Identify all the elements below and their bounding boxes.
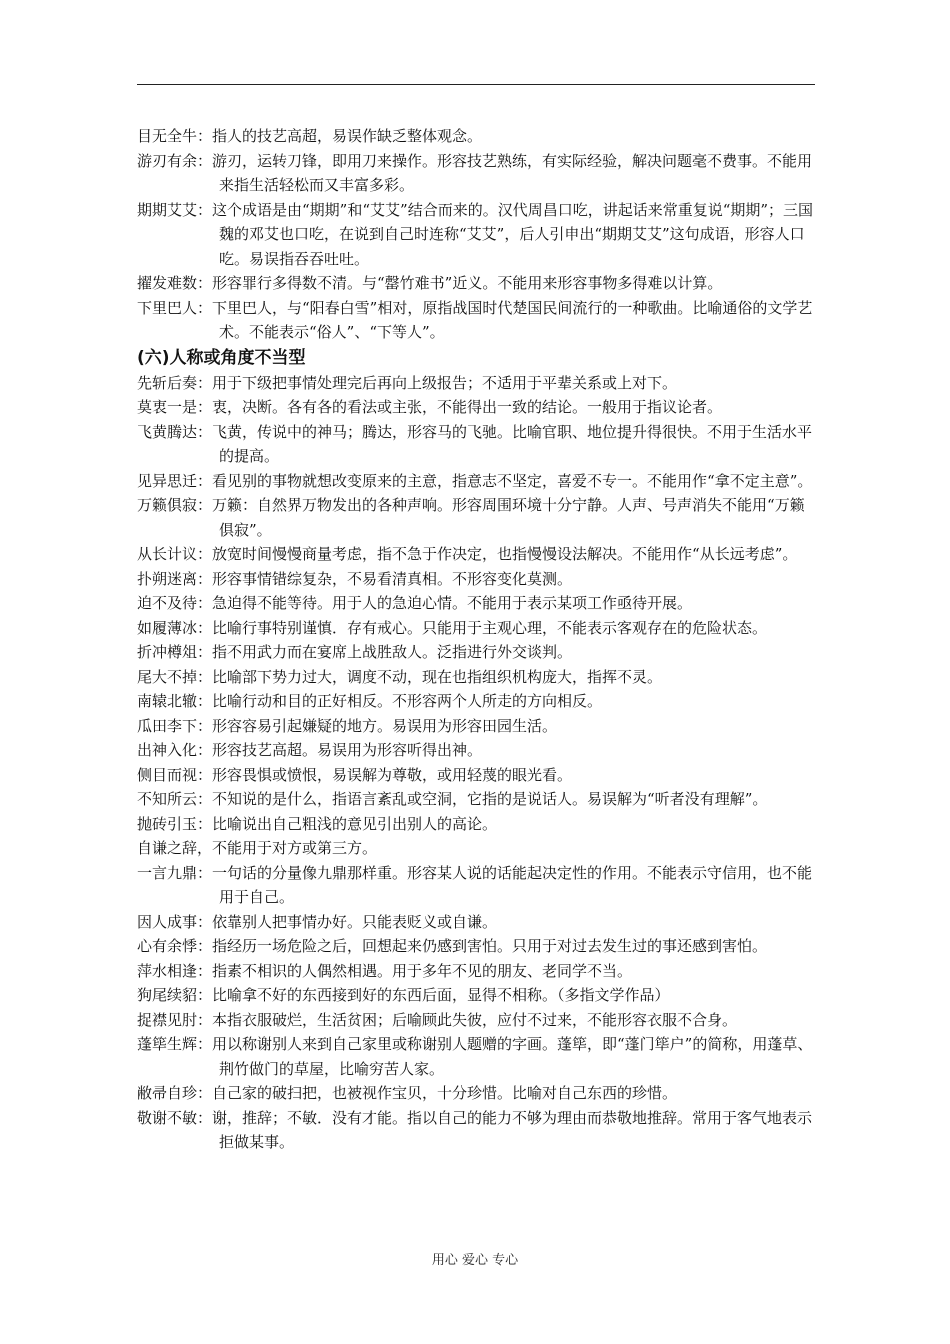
idiom-definition: 比喻行事特别谨慎．存有戒心。只能用于主观心理，不能表示客观存在的危险状态。 <box>212 618 768 637</box>
idiom-entry <box>137 1081 819 1106</box>
idiom-entry <box>137 959 819 984</box>
idiom-definition: 谢，推辞；不敏．没有才能。指以自己的能力不够为理由而恭敬地推辞。常用于客气地表示拒做某事。 <box>212 1108 813 1151</box>
idiom-term: 南辕北辙： <box>137 692 213 710</box>
idiom-definition: 指素不相识的人偶然相遇。用于多年不见的朋友、老同学不当。 <box>212 961 633 980</box>
idiom-list-a <box>137 124 819 345</box>
idiom-entry <box>137 910 819 935</box>
idiom-definition: 飞黄，传说中的神马；腾达，形容马的飞驰。比喻官职、地位提升得很快。不用于生活水平的提高。 <box>212 422 813 465</box>
idiom-definition: 指不用武力而在宴席上战胜敌人。泛指进行外交谈判。 <box>212 643 573 661</box>
idiom-term: 期期艾艾： <box>137 200 213 219</box>
idiom-term: 莫衷一是： <box>137 398 213 416</box>
idiom-definition: 看见别的事物就想改变原来的主意，指意志不坚定，喜爱不专一。不能用作“拿不定主意”。 <box>212 471 813 490</box>
idiom-definition: 一句话的分量像九鼎那样重。形容某人说的话能起决定性的作用。不能表示守信用，也不能用于自己。 <box>212 863 813 906</box>
idiom-term: 蓬筚生辉： <box>137 1035 213 1053</box>
idiom-definition: 形容罪行多得数不清。与“罄竹难书”近义。不能用来形容事物多得难以计算。 <box>212 274 723 292</box>
idiom-term: 侧目而视： <box>137 765 213 784</box>
idiom-entry <box>137 714 819 739</box>
idiom-entry <box>137 149 819 198</box>
idiom-definition: 急迫得不能等待。用于人的急迫心情。不能用于表示某项工作亟待开展。 <box>212 594 693 612</box>
idiom-definition: 不知说的是什么，指语言紊乱或空洞，它指的是说话人。易误解为“听者没有理解”。 <box>212 790 768 808</box>
idiom-entry <box>137 371 819 396</box>
idiom-definition: 指经历一场危险之后，回想起来仍感到害怕。只用于对过去发生过的事还感到害怕。 <box>212 937 768 955</box>
idiom-entry <box>137 787 819 812</box>
idiom-term: 迫不及待： <box>137 594 213 612</box>
idiom-entry <box>137 983 819 1008</box>
idiom-entry <box>137 1106 819 1155</box>
idiom-term: 一言九鼎： <box>137 863 213 882</box>
idiom-definition: 本指衣服破烂，生活贫困；后喻顾此失彼，应付不过来，不能形容衣服不合身。 <box>212 1010 738 1029</box>
idiom-definition: 比喻拿不好的东西接到好的东西后面，显得不相称。（多指文学作品） <box>212 986 670 1004</box>
idiom-definition: 指人的技艺高超，易误作缺乏整体观念。 <box>212 127 483 145</box>
idiom-term: 先斩后奏： <box>137 373 213 392</box>
idiom-entry <box>137 420 819 469</box>
idiom-definition: 形容畏惧或愤恨，易误解为尊敬，或用轻蔑的眼光看。 <box>212 765 573 784</box>
idiom-definition: 万籁：自然界万物发出的各种声响。形容周围环境十分宁静。人声、号声消失不能用“万籁俱寂”。 <box>212 496 805 539</box>
idiom-term: 万籁俱寂： <box>137 496 213 514</box>
idiom-entry <box>137 812 819 837</box>
idiom-definition: 比喻部下势力过大，调度不动，现在也指组织机构庞大，指挥不灵。 <box>212 667 663 686</box>
idiom-definition: 衷，决断。各有各的看法或主张，不能得出一致的结论。一般用于指议论者。 <box>212 398 723 416</box>
idiom-entry <box>137 738 819 763</box>
section-heading: (六)人称或角度不当型 <box>137 347 306 368</box>
idiom-term: 心有余悸： <box>137 937 213 955</box>
idiom-term: 游刃有余： <box>137 151 213 170</box>
idiom-entry <box>137 469 819 494</box>
idiom-entry <box>137 493 819 542</box>
idiom-term: 从长计议： <box>137 545 213 563</box>
idiom-term: 如履薄冰： <box>137 618 213 637</box>
idiom-entry <box>137 665 819 690</box>
idiom-term: 因人成事： <box>137 912 213 931</box>
idiom-definition: 放宽时间慢慢商量考虑，指不急于作决定，也指慢慢设法解决。不能用作“从长远考虑”。 <box>212 545 798 563</box>
idiom-entry <box>137 616 819 641</box>
idiom-entry <box>137 296 819 345</box>
idiom-definition: 下里巴人，与“阳春白雪”相对，原指战国时代楚国民间流行的一种歌曲。比喻通俗的文学艺术。不能表示“俗人”、“下等人”。 <box>212 298 813 341</box>
idiom-list-b <box>137 371 819 1155</box>
idiom-term: 飞黄腾达： <box>137 422 213 441</box>
idiom-entry <box>137 763 819 788</box>
idiom-entry <box>137 591 819 616</box>
idiom-term: 下里巴人： <box>137 298 213 317</box>
idiom-entry <box>137 836 819 861</box>
idiom-term: 不知所云： <box>137 790 213 808</box>
idiom-term: 瓜田李下： <box>137 716 213 735</box>
idiom-entry <box>137 567 819 592</box>
idiom-term: 捉襟见肘： <box>137 1010 213 1029</box>
idiom-definition: 比喻说出自己粗浅的意见引出别人的高论。 <box>212 814 498 833</box>
idiom-term: 敝帚自珍： <box>137 1084 213 1102</box>
idiom-definition: 形容技艺高超。易误用为形容听得出神。 <box>212 741 483 759</box>
idiom-term: 萍水相逢： <box>137 961 213 980</box>
idiom-entry <box>137 1008 819 1033</box>
idiom-definition: 用于下级把事情处理完后再向上级报告；不适用于平辈关系或上对下。 <box>212 373 678 392</box>
idiom-entry <box>137 542 819 567</box>
idiom-entry <box>137 861 819 910</box>
page-footer: 用心 爱心 专心 <box>431 1253 519 1268</box>
idiom-term: 尾大不掉： <box>137 667 213 686</box>
idiom-term: 扑朔迷离： <box>137 569 213 588</box>
idiom-entry <box>137 198 819 272</box>
idiom-definition: 依靠别人把事情办好。只能表贬义或自谦。 <box>212 912 498 931</box>
idiom-definition: 形容容易引起嫌疑的地方。易误用为形容田园生活。 <box>212 716 558 735</box>
idiom-definition: 自己家的破扫把，也被视作宝贝，十分珍惜。比喻对自己东西的珍惜。 <box>212 1084 678 1102</box>
idiom-term: 抛砖引玉： <box>137 814 213 833</box>
idiom-entry <box>137 640 819 665</box>
idiom-term: 狗尾续貂： <box>137 986 213 1004</box>
idiom-term: 目无全牛： <box>137 127 213 145</box>
idiom-term: 出神入化： <box>137 741 213 759</box>
idiom-definition: 自谦之辞，不能用于对方或第三方。 <box>137 839 378 857</box>
idiom-entry <box>137 689 819 714</box>
header-rule <box>137 84 815 85</box>
idiom-term: 擢发难数： <box>137 274 213 292</box>
idiom-entry <box>137 1032 819 1081</box>
idiom-term: 敬谢不敏： <box>137 1108 213 1127</box>
idiom-definition: 游刃，运转刀锋，即用刀来操作。形容技艺熟练，有实际经验，解决问题毫不费事。不能用来指生活轻松而又丰富多彩。 <box>212 151 813 194</box>
idiom-definition: 形容事情错综复杂，不易看清真相。不形容变化莫测。 <box>212 569 573 588</box>
idiom-entry <box>137 271 819 296</box>
idiom-definition: 比喻行动和目的正好相反。不形容两个人所走的方向相反。 <box>212 692 603 710</box>
document-body <box>137 124 819 1155</box>
idiom-entry <box>137 395 819 420</box>
idiom-entry <box>137 124 819 149</box>
idiom-definition: 用以称谢别人来到自己家里或称谢别人题赠的字画。蓬筚，即“蓬门筚户”的简称，用蓬草、荆竹做门的草屋，比喻穷苦人家。 <box>212 1035 813 1078</box>
idiom-term: 见异思迁： <box>137 471 213 490</box>
idiom-definition: 这个成语是由“期期”和“艾艾”结合而来的。汉代周昌口吃，讲起话来常重复说“期期”；三国魏的邓艾也口吃，在说到自己时连称“艾艾”，后人引申出“期期艾艾”这句成语，形容人口吃。易误指吞吞吐吐。 <box>212 200 814 268</box>
idiom-term: 折冲樽俎： <box>137 643 213 661</box>
idiom-entry <box>137 934 819 959</box>
